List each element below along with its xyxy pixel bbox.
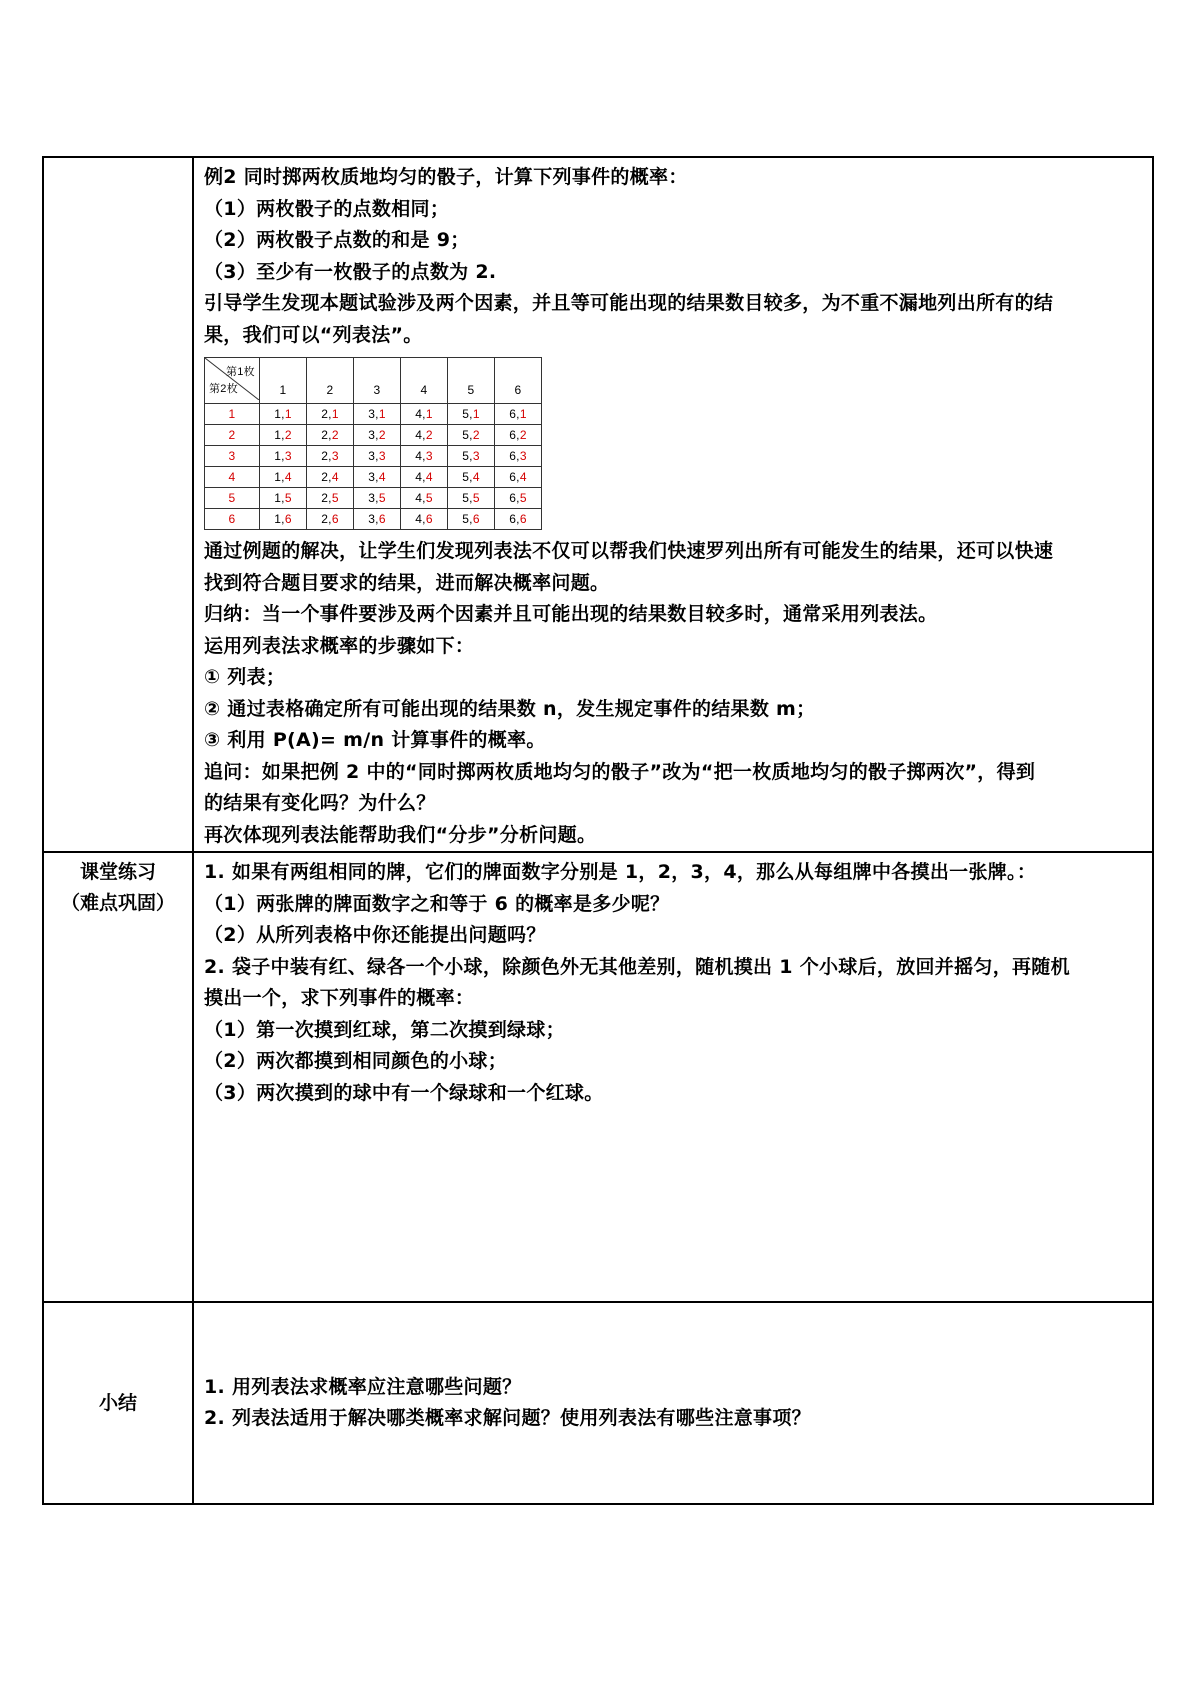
- second-die-value: 6: [425, 512, 433, 526]
- first-die-value: 1,: [274, 491, 285, 505]
- outcome-cell: [354, 488, 401, 509]
- outcome-cell: [448, 446, 495, 467]
- outcome-cell: [448, 467, 495, 488]
- second-die-value: 1: [519, 407, 527, 421]
- first-die-value: 5,: [462, 407, 473, 421]
- outcome-cell: [260, 509, 307, 530]
- step-1: ① 列表；: [204, 666, 286, 688]
- col-header: 3: [354, 358, 401, 404]
- outcome-cell: [260, 425, 307, 446]
- example-item-2: （2）两枚骰子点数的和是 9；: [204, 229, 470, 251]
- corner-second-die-label: 第2枚: [209, 383, 239, 395]
- summary-content-cell: [193, 1302, 1153, 1504]
- example-item-1: （1）两枚骰子的点数相同；: [204, 197, 450, 220]
- outcome-cell: [495, 467, 542, 488]
- outcome-cell: [495, 446, 542, 467]
- second-die-value: 5: [284, 491, 292, 505]
- dice-table-wrap: [204, 357, 1144, 530]
- second-die-value: 4: [425, 470, 433, 484]
- first-die-value: 6,: [509, 491, 520, 505]
- first-die-value: 6,: [509, 428, 520, 442]
- outcome-cell: [260, 467, 307, 488]
- first-die-value: 3,: [368, 407, 379, 421]
- first-die-value: 6,: [509, 407, 520, 421]
- first-die-value: 3,: [368, 428, 379, 442]
- second-die-value: 5: [378, 491, 386, 505]
- first-die-value: 6,: [509, 512, 520, 526]
- corner-first-die-label: 第1枚: [225, 366, 255, 378]
- practice-q2-line-1: 2. 袋子中装有红、绿各一个小球，除颜色外无其他差别，随机摸出 1 个小球后，放回并摇匀，再随机: [204, 955, 1070, 978]
- outcome-cell: [401, 488, 448, 509]
- steps-title: 运用列表法求概率的步骤如下：: [204, 634, 475, 657]
- example-content-cell: [193, 157, 1153, 852]
- dice-row: [205, 488, 542, 509]
- first-die-value: 2,: [321, 512, 332, 526]
- second-die-value: 4: [331, 470, 339, 484]
- guide-text-line-1: 引导学生发现本题试验涉及两个因素，并且等可能出现的结果数目较多，为不重不漏地列出所有的结: [204, 292, 1054, 314]
- col-header: 2: [307, 358, 354, 404]
- outcome-cell: [260, 404, 307, 425]
- second-die-value: 6: [472, 512, 480, 526]
- second-die-value: 2: [519, 428, 527, 442]
- first-die-value: 4,: [415, 470, 426, 484]
- step-3: ③ 利用 P(A)= m/n 计算事件的概率。: [204, 729, 546, 751]
- after-text-line-2: 找到符合题目要求的结果，进而解决概率问题。: [204, 571, 610, 594]
- outcome-cell: [354, 446, 401, 467]
- outcome-cell: [495, 425, 542, 446]
- outcome-cell: [401, 425, 448, 446]
- second-die-value: 1: [472, 407, 480, 421]
- dice-row: [205, 446, 542, 467]
- second-die-value: 6: [331, 512, 339, 526]
- summary-item-1: 1. 用列表法求概率应注意哪些问题？: [204, 1375, 522, 1398]
- row-header: 4: [205, 467, 260, 488]
- followup-line-1: 追问：如果把例 2 中的“同时掷两枚质地均匀的骰子”改为“把一枚质地均匀的骰子掷两次”，得到: [204, 760, 1036, 783]
- second-die-value: 1: [284, 407, 292, 421]
- first-die-value: 5,: [462, 449, 473, 463]
- second-die-value: 3: [378, 449, 386, 463]
- second-die-value: 3: [284, 449, 292, 463]
- row-header: 3: [205, 446, 260, 467]
- first-die-value: 3,: [368, 512, 379, 526]
- outcome-cell: [495, 488, 542, 509]
- outcome-cell: [354, 509, 401, 530]
- outcome-cell: [401, 509, 448, 530]
- first-die-value: 1,: [274, 449, 285, 463]
- first-die-value: 5,: [462, 512, 473, 526]
- first-die-value: 5,: [462, 491, 473, 505]
- second-die-value: 4: [378, 470, 386, 484]
- second-die-value: 3: [331, 449, 339, 463]
- second-die-value: 2: [425, 428, 433, 442]
- row-header: 5: [205, 488, 260, 509]
- outcome-cell: [307, 467, 354, 488]
- outcome-cell: [307, 404, 354, 425]
- second-die-value: 3: [472, 449, 480, 463]
- practice-q2-line-2: 摸出一个，求下列事件的概率：: [204, 987, 475, 1009]
- second-die-value: 1: [331, 407, 339, 421]
- dice-table-corner: [205, 358, 260, 404]
- dice-row: [205, 404, 542, 425]
- outcome-cell: [260, 488, 307, 509]
- first-die-value: 2,: [321, 449, 332, 463]
- after-text-line-1: 通过例题的解决，让学生们发现列表法不仅可以帮我们快速罗列出所有可能发生的结果，还可以快速: [204, 540, 1054, 562]
- practice-q2-item-1: （1）第一次摸到红球，第二次摸到绿球；: [204, 1018, 565, 1041]
- second-die-value: 5: [331, 491, 339, 505]
- example-label-cell: [43, 157, 193, 852]
- practice-q2-item-2: （2）两次都摸到相同颜色的小球；: [204, 1050, 508, 1072]
- first-die-value: 6,: [509, 470, 520, 484]
- first-die-value: 1,: [274, 428, 285, 442]
- outcome-cell: [307, 509, 354, 530]
- practice-label-line-2: （难点巩固）: [60, 892, 175, 914]
- outcome-cell: [307, 488, 354, 509]
- first-die-value: 4,: [415, 449, 426, 463]
- second-die-value: 2: [284, 428, 292, 442]
- practice-q1-item-1: （1）两张牌的牌面数字之和等于 6 的概率是多少呢？: [204, 892, 670, 915]
- outcome-cell: [448, 488, 495, 509]
- outcome-cell: [354, 467, 401, 488]
- first-die-value: 2,: [321, 407, 332, 421]
- second-die-value: 5: [425, 491, 433, 505]
- summary-row: [43, 1302, 1153, 1504]
- summary-label: 小结: [98, 1391, 137, 1414]
- dice-outcome-table: [204, 357, 542, 530]
- outcome-cell: [448, 404, 495, 425]
- guide-text-line-2: 果，我们可以“列表法”。: [204, 323, 423, 346]
- first-die-value: 6,: [509, 449, 520, 463]
- followup-line-2: 的结果有变化吗？为什么？: [204, 792, 436, 814]
- col-header: 1: [260, 358, 307, 404]
- outcome-cell: [307, 425, 354, 446]
- outcome-cell: [401, 467, 448, 488]
- practice-label-cell: [43, 852, 193, 1302]
- outcome-cell: [448, 425, 495, 446]
- col-header: 5: [448, 358, 495, 404]
- second-die-value: 4: [284, 470, 292, 484]
- dice-row: [205, 467, 542, 488]
- dice-row: [205, 425, 542, 446]
- second-die-value: 6: [284, 512, 292, 526]
- first-die-value: 5,: [462, 428, 473, 442]
- first-die-value: 2,: [321, 428, 332, 442]
- second-die-value: 2: [378, 428, 386, 442]
- second-die-value: 2: [331, 428, 339, 442]
- outcome-cell: [495, 509, 542, 530]
- example-title: 例2 同时掷两枚质地均匀的骰子，计算下列事件的概率：: [204, 166, 688, 188]
- dice-row: [205, 509, 542, 530]
- first-die-value: 4,: [415, 512, 426, 526]
- practice-q1-item-2: （2）从所列表格中你还能提出问题吗？: [204, 924, 546, 946]
- outcome-cell: [495, 404, 542, 425]
- summary-text: 归纳：当一个事件要涉及两个因素并且可能出现的结果数目较多时，通常采用列表法。: [204, 603, 938, 625]
- step-2: ② 通过表格确定所有可能出现的结果数 n，发生规定事件的结果数 m；: [204, 697, 816, 720]
- first-die-value: 2,: [321, 491, 332, 505]
- outcome-cell: [307, 446, 354, 467]
- practice-q2-item-3: （3）两次摸到的球中有一个绿球和一个红球。: [204, 1081, 604, 1104]
- second-die-value: 6: [519, 512, 527, 526]
- closing-text: 再次体现列表法能帮助我们“分步”分析问题。: [204, 823, 597, 846]
- first-die-value: 4,: [415, 407, 426, 421]
- second-die-value: 1: [378, 407, 386, 421]
- outcome-cell: [401, 404, 448, 425]
- second-die-value: 1: [425, 407, 433, 421]
- first-die-value: 4,: [415, 491, 426, 505]
- first-die-value: 1,: [274, 407, 285, 421]
- outcome-cell: [354, 404, 401, 425]
- row-header: 1: [205, 404, 260, 425]
- practice-q1: 1. 如果有两组相同的牌，它们的牌面数字分别是 1，2，3，4，那么从每组牌中各摸出一张牌。：: [204, 861, 1037, 883]
- second-die-value: 2: [472, 428, 480, 442]
- first-die-value: 4,: [415, 428, 426, 442]
- second-die-value: 6: [378, 512, 386, 526]
- practice-row: [43, 852, 1153, 1302]
- practice-label-line-1: 课堂练习: [79, 861, 156, 883]
- first-die-value: 2,: [321, 470, 332, 484]
- first-die-value: 3,: [368, 470, 379, 484]
- second-die-value: 3: [425, 449, 433, 463]
- second-die-value: 3: [519, 449, 527, 463]
- col-header: 6: [495, 358, 542, 404]
- col-header: 4: [401, 358, 448, 404]
- outcome-cell: [260, 446, 307, 467]
- row-header: 2: [205, 425, 260, 446]
- summary-label-cell: [43, 1302, 193, 1504]
- second-die-value: 4: [519, 470, 527, 484]
- second-die-value: 5: [472, 491, 480, 505]
- first-die-value: 3,: [368, 449, 379, 463]
- row-header: 6: [205, 509, 260, 530]
- practice-content-cell: [193, 852, 1153, 1302]
- second-die-value: 4: [472, 470, 480, 484]
- lesson-plan-table: [42, 156, 1154, 1505]
- outcome-cell: [401, 446, 448, 467]
- summary-item-2: 2. 列表法适用于解决哪类概率求解问题？使用列表法有哪些注意事项？: [204, 1407, 811, 1429]
- first-die-value: 5,: [462, 470, 473, 484]
- first-die-value: 1,: [274, 470, 285, 484]
- example-item-3: （3）至少有一枚骰子的点数为 2.: [204, 260, 497, 283]
- second-die-value: 5: [519, 491, 527, 505]
- first-die-value: 1,: [274, 512, 285, 526]
- outcome-cell: [448, 509, 495, 530]
- outcome-cell: [354, 425, 401, 446]
- example-row: [43, 157, 1153, 852]
- first-die-value: 3,: [368, 491, 379, 505]
